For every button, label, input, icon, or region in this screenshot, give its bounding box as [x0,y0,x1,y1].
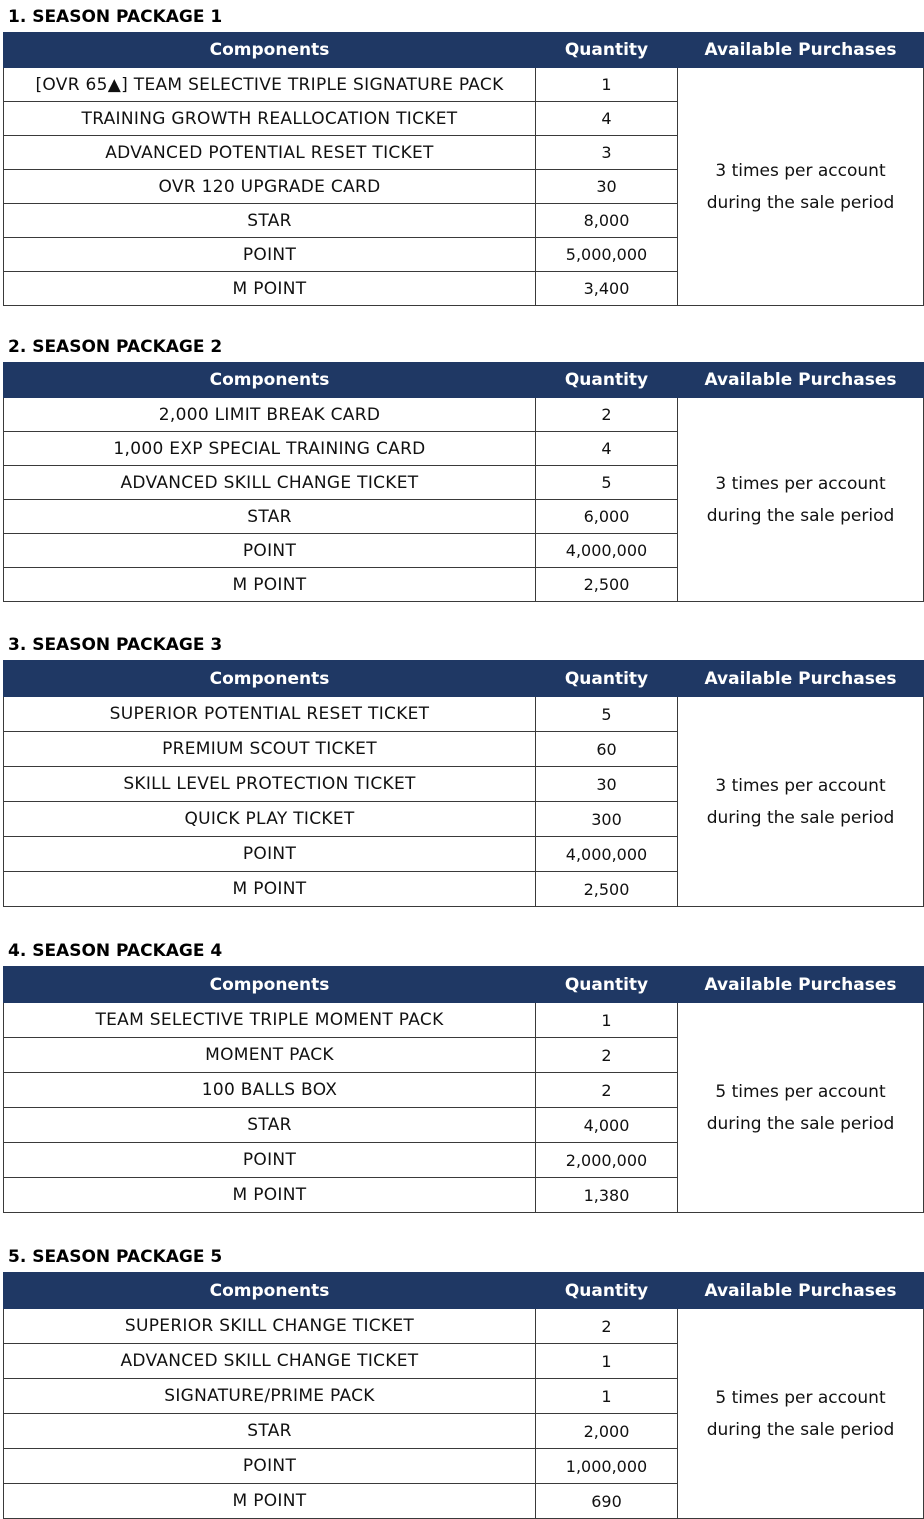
quantity-cell: 2,500 [536,872,678,907]
quantity-cell: 60 [536,732,678,767]
component-cell: TEAM SELECTIVE TRIPLE MOMENT PACK [4,1003,536,1038]
quantity-cell: 4 [536,102,678,136]
component-cell: TRAINING GROWTH REALLOCATION TICKET [4,102,536,136]
component-cell: MOMENT PACK [4,1038,536,1073]
component-cell: ADVANCED SKILL CHANGE TICKET [4,1344,536,1379]
package-table [3,660,924,907]
quantity-cell: 1 [536,1003,678,1038]
component-cell: 2,000 LIMIT BREAK CARD [4,398,536,432]
availability-line-2: during the sale period [706,807,895,828]
package-title: 3. SEASON PACKAGE 3 [8,635,223,655]
available-purchases-header: Available Purchases [678,33,924,68]
quantity-header: Quantity [536,967,678,1003]
availability-line-1: 3 times per account [715,473,886,494]
table-row [4,1003,924,1038]
quantity-cell: 3,400 [536,272,678,306]
component-cell: SIGNATURE/PRIME PACK [4,1379,536,1414]
quantity-header: Quantity [536,33,678,68]
components-header: Components [4,661,536,697]
availability-line-2: during the sale period [706,1113,895,1134]
available-purchases-header: Available Purchases [678,1273,924,1309]
quantity-cell: 2,500 [536,568,678,602]
quantity-cell: 8,000 [536,204,678,238]
package-title: 1. SEASON PACKAGE 1 [8,7,223,27]
quantity-cell: 1 [536,1344,678,1379]
component-cell: SKILL LEVEL PROTECTION TICKET [4,767,536,802]
package-title: 5. SEASON PACKAGE 5 [8,1247,223,1267]
component-cell: POINT [4,238,536,272]
components-header: Components [4,967,536,1003]
component-cell: M POINT [4,872,536,907]
component-cell: POINT [4,1143,536,1178]
component-cell: STAR [4,1108,536,1143]
component-cell: ADVANCED SKILL CHANGE TICKET [4,466,536,500]
availability-cell [678,1003,924,1213]
component-cell: STAR [4,204,536,238]
component-cell: 1,000 EXP SPECIAL TRAINING CARD [4,432,536,466]
component-cell: [OVR 65▲] TEAM SELECTIVE TRIPLE SIGNATURE PACK [4,68,536,102]
components-header: Components [4,1273,536,1309]
components-header: Components [4,363,536,398]
quantity-cell: 2 [536,1309,678,1344]
quantity-cell: 4,000 [536,1108,678,1143]
quantity-cell: 3 [536,136,678,170]
table-row [4,697,924,732]
availability-line-2: during the sale period [706,1419,895,1440]
component-cell: POINT [4,1449,536,1484]
quantity-cell: 300 [536,802,678,837]
quantity-cell: 2 [536,1073,678,1108]
component-cell: SUPERIOR SKILL CHANGE TICKET [4,1309,536,1344]
package-table [3,966,924,1213]
quantity-cell: 6,000 [536,500,678,534]
package-table [3,32,924,306]
component-cell: M POINT [4,568,536,602]
component-cell: STAR [4,500,536,534]
availability-line-2: during the sale period [706,505,895,526]
availability-cell [678,697,924,907]
table-header-row [4,33,924,68]
quantity-cell: 5 [536,697,678,732]
available-purchases-header: Available Purchases [678,967,924,1003]
availability-line-1: 3 times per account [715,775,886,796]
table-row [4,68,924,102]
quantity-cell: 5,000,000 [536,238,678,272]
quantity-cell: 4 [536,432,678,466]
table-header-row [4,363,924,398]
component-cell: M POINT [4,272,536,306]
component-cell: POINT [4,837,536,872]
quantity-cell: 2 [536,1038,678,1073]
component-cell: OVR 120 UPGRADE CARD [4,170,536,204]
quantity-cell: 2 [536,398,678,432]
package-title: 4. SEASON PACKAGE 4 [8,941,223,961]
quantity-header: Quantity [536,661,678,697]
package-table [3,1272,924,1519]
component-cell: 100 BALLS BOX [4,1073,536,1108]
quantity-cell: 2,000 [536,1414,678,1449]
quantity-header: Quantity [536,363,678,398]
component-cell: ADVANCED POTENTIAL RESET TICKET [4,136,536,170]
quantity-cell: 1,380 [536,1178,678,1213]
quantity-cell: 1,000,000 [536,1449,678,1484]
quantity-cell: 1 [536,1379,678,1414]
table-header-row [4,661,924,697]
package-title: 2. SEASON PACKAGE 2 [8,337,223,357]
quantity-cell: 2,000,000 [536,1143,678,1178]
available-purchases-header: Available Purchases [678,661,924,697]
quantity-cell: 690 [536,1484,678,1519]
table-row [4,398,924,432]
availability-line-1: 5 times per account [715,1081,886,1102]
availability-cell [678,1309,924,1519]
component-cell: PREMIUM SCOUT TICKET [4,732,536,767]
table-row [4,1309,924,1344]
availability-cell [678,68,924,306]
components-header: Components [4,33,536,68]
quantity-cell: 4,000,000 [536,534,678,568]
component-cell: SUPERIOR POTENTIAL RESET TICKET [4,697,536,732]
table-header-row [4,967,924,1003]
quantity-cell: 30 [536,170,678,204]
quantity-cell: 1 [536,68,678,102]
component-cell: QUICK PLAY TICKET [4,802,536,837]
component-cell: M POINT [4,1178,536,1213]
table-header-row [4,1273,924,1309]
component-cell: POINT [4,534,536,568]
quantity-cell: 5 [536,466,678,500]
quantity-header: Quantity [536,1273,678,1309]
quantity-cell: 30 [536,767,678,802]
package-table [3,362,924,602]
availability-line-1: 5 times per account [715,1387,886,1408]
availability-line-2: during the sale period [706,192,895,213]
quantity-cell: 4,000,000 [536,837,678,872]
availability-cell [678,398,924,602]
component-cell: M POINT [4,1484,536,1519]
component-cell: STAR [4,1414,536,1449]
availability-line-1: 3 times per account [715,160,886,181]
available-purchases-header: Available Purchases [678,363,924,398]
